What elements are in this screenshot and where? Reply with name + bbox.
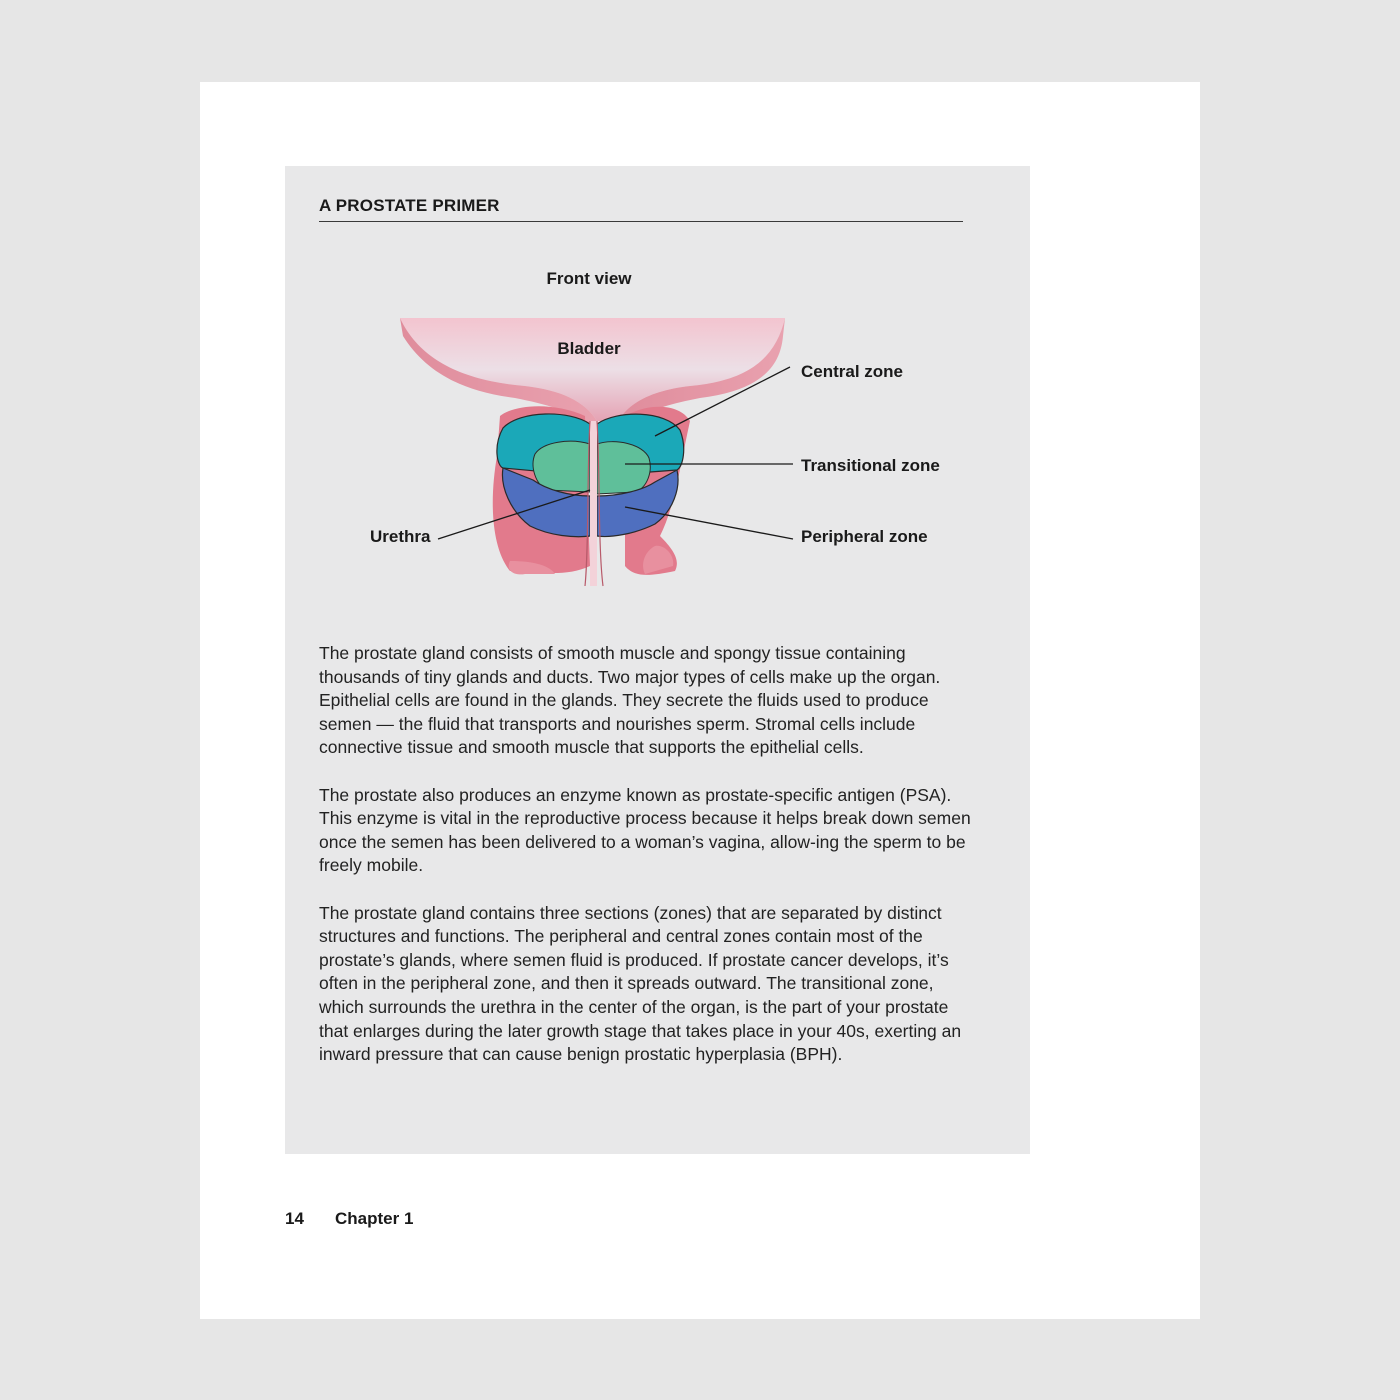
peripheral-zone-label: Peripheral zone <box>801 527 928 546</box>
book-page <box>200 82 1200 1319</box>
urethra-channel <box>590 421 597 586</box>
transitional-zone-left <box>533 441 590 492</box>
prostate-diagram <box>285 166 1030 606</box>
transitional-zone-right <box>597 442 650 494</box>
bladder-shape <box>400 318 785 421</box>
page-number: 14 <box>285 1209 304 1228</box>
front-view-label: Front view <box>546 269 632 288</box>
sidebar-box <box>285 166 1030 1154</box>
central-zone-label: Central zone <box>801 362 904 381</box>
paragraph: The prostate gland consists of smooth muscle and spongy tissue containing thousands of tiny glands and ducts. Two major types of cells make up the organ. Epithelial cells are found in the glands. They secrete the fluids used to produce semen — the fluid that transports and nourishes sperm. Stromal cells include connective tissue and smooth muscle that supports the epithelial cells. <box>319 643 941 758</box>
transitional-zone-label: Transitional zone <box>801 456 940 475</box>
urethra-label: Urethra <box>370 527 431 546</box>
bladder-label: Bladder <box>557 339 621 358</box>
paragraph: The prostate gland contains three sections (zones) that are separated by distinct structures and functions. The peripheral and central zones contain most of the prostate’s glands, where semen fluid is produced. If prostate cancer develops, it’s often in the peripheral zone, and then it spreads outward. The transitional zone, which surrounds the urethra in the center of the organ, is the part of your prostate that enlarges during the later growth stage that takes place in your 40s, exerting an inward pressure that can cause benign prostatic hyperplasia (BPH). <box>319 902 962 1065</box>
chapter-label: Chapter 1 <box>335 1209 414 1228</box>
sidebar-title: A PROSTATE PRIMER <box>319 196 500 215</box>
paragraph: The prostate also produces an enzyme known as prostate-specific antigen (PSA). This enzyme is vital in the reproductive process because it helps break down semen once the semen has been delivered to a woman’s vagina, allow-ing the sperm to be freely mobile. <box>319 784 971 876</box>
sidebar-body <box>319 642 979 1090</box>
